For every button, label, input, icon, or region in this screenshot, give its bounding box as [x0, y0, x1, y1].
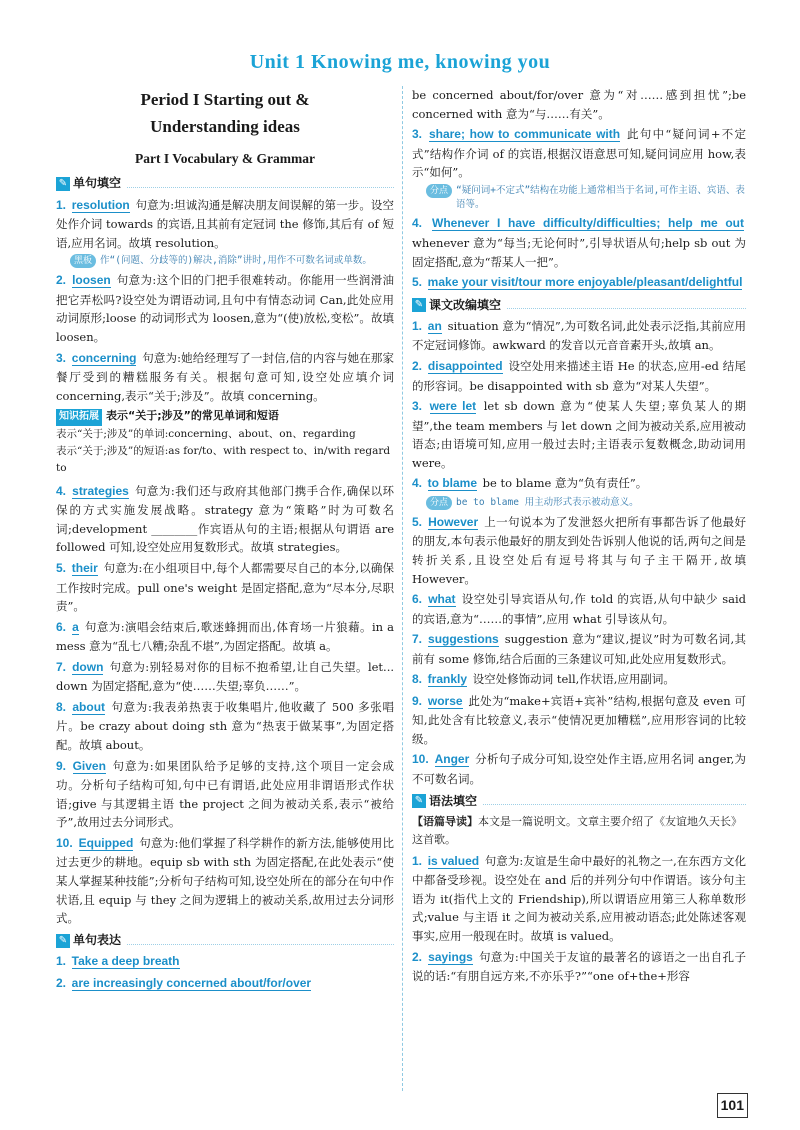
section-header-grammar-fill — [412, 792, 746, 811]
hint-tag: 分点 — [426, 184, 452, 198]
knowledge-expand: 知识拓展 表示“关于;涉及”的常见单词和短语 表示“关于;涉及”的单词:concerning、about、on、regarding 表示“关于;涉及”的短语:as for/to、with respect to、in/with regard to — [56, 407, 394, 477]
answer-text: disappointed — [427, 359, 503, 374]
answer-text: Anger — [434, 752, 470, 767]
answer-text: Take a deep breath — [71, 954, 180, 969]
right-column — [412, 86, 746, 988]
answer-item: 5. make your visit/tour more enjoyable/pleasant/delightful — [412, 275, 743, 290]
hint-note: 分点 be to blame 用主动形式表示被动意义。 — [426, 496, 746, 510]
section-title: 单句表达 — [73, 932, 122, 947]
page-number: 101 — [717, 1093, 748, 1118]
answer-text: Whenever I have difficulty/difficulties; help me out — [432, 216, 744, 231]
part-title: Part I Vocabulary & Grammar — [135, 151, 315, 167]
answer-item: 1. Take a deep breath — [56, 954, 180, 969]
answer-item: 3. concerning 句意为:她给经理写了一封信,信的内容与她在那家餐厅受到的糟糕服务有关。根据句意可知,设空处应填介词 concerning,表示“关于;涉及”。故填 concerning。 — [56, 350, 395, 403]
hint-tag: 分点 — [426, 496, 452, 510]
answer-item: 2. sayings 句意为:中国关于友谊的最著名的谚语之一出自孔子说的话:“有朋自远方来,不亦乐乎?”“one of+the+形容 — [412, 949, 747, 983]
answer-item: 6. a 句意为:演唱会结束后,歌迷蜂拥而出,体育场一片狼藉。in a mess 意为“乱七八糟;杂乱不堪”,为固定搭配。故填 a。 — [56, 619, 394, 654]
answer-item: 1. is valued 句意为:友谊是生命中最好的礼物之一,在东西方文化中都备受珍视。设空处在 and 后的并列分句中作谓语。该分句主语为 it(指代上文的 Friendship),所以谓语应用第三人称单数形式;value 与主语 it 之间为被动关系,应用被动语态;此处陈述客观事实,应用一般现在时。故填 is valued。 — [412, 853, 746, 943]
answer-item: 4. strategies 句意为:我们还与政府其他部门携手合作,确保以环保的方式实施发展战略。strategy 意为“策略”时为可数名词;development ________作宾语从句的主语;根据从句谓语 are followed 可知,设空处应用复数形式。故填 strategies。 — [56, 483, 395, 555]
answer-item: 10. Anger 分析句子成分可知,设空处作主语,应用名词 anger,为不可数名词。 — [412, 752, 746, 786]
hint-note: 分点 “疑问词+不定式”结构在功能上通常相当于名词,可作主语、宾语、表语等。 — [426, 184, 746, 212]
answer-item: 2. disappointed 设空处用来描述主语 He 的状态,应用-ed 结尾的形容词。be disappointed with sb 意为“对某人失望”。 — [412, 359, 747, 393]
answer-text: frankly — [427, 672, 468, 687]
answer-text: to blame — [427, 476, 478, 491]
pen-icon: ✎ — [56, 177, 70, 191]
dotted-rule — [483, 797, 746, 805]
answer-text: about — [72, 699, 106, 714]
answer-text: Given — [72, 758, 106, 773]
answer-item: 4. to blame be to blame 意为“负有责任”。 — [412, 476, 648, 491]
answer-item: 9. worse 此处为“make+宾语+宾补”结构,根据句意及 even 可知,此处含有比较意义,表示“使情况更加糟糕”,应用形容词的比较级。 — [412, 693, 747, 746]
answer-text: loosen — [72, 273, 111, 288]
left-column — [56, 86, 394, 995]
answer-text: an — [427, 319, 442, 334]
expand-line: 表示“关于;涉及”的短语:as for/to、with respect to、in/with regard to — [56, 445, 391, 475]
column-divider — [402, 86, 403, 1091]
answer-text: sayings — [428, 949, 473, 964]
answer-item: 7. down 句意为:别轻易对你的目标不抱希望,让自己失望。let... down 为固定搭配,意为“使……失望;辜负……”。 — [56, 659, 395, 694]
answer-text: down — [72, 659, 104, 674]
answer-item: 5. their 句意为:在小组项目中,每个人都需要尽自己的本分,以确保工作按时完成。pull one's weight 是固定搭配,意为“尽本分,尽职责”。 — [56, 561, 394, 614]
passage-guide: 【语篇导读】本文是一篇说明文。文章主要介绍了《友谊地久天长》这首歌。 — [412, 814, 742, 846]
unit-title: Unit 1 Knowing me, knowing you — [249, 51, 551, 73]
pen-icon: ✎ — [412, 794, 426, 808]
answer-item: 1. an situation 意为“情况”,为可数名词,此处表示泛指,其前应用不定冠词修饰。awkward 的发音以元音音素开头,故填 an。 — [412, 319, 746, 353]
blackboard-note: 黑板 作“(问题、分歧等的)解决,消除”讲时,用作不可数名词或单数。 — [70, 254, 394, 268]
answer-text: resolution — [71, 197, 130, 212]
section-title: 单句填空 — [73, 176, 122, 191]
section-header-text-rewrite — [412, 296, 746, 315]
answer-item: 1. resolution 句意为:坦诚沟通是解决朋友间误解的第一步。设空处作介词 towards 的宾语,且其前有定冠词 the 修饰,其后有 of 短语,应用名词。故填 resolution。 — [56, 197, 395, 250]
answer-text: were let — [429, 399, 477, 414]
answer-text: is valued — [427, 853, 480, 868]
answer-item: 8. about 句意为:我表弟热衷于收集唱片,他收藏了 500 多张唱片。be crazy about doing sth 意为“热衷于做某事”,为固定搭配。故填 about。 — [56, 699, 394, 752]
answer-item: 9. Given 句意为:如果团队给予足够的支持,这个项目一定会成功。分析句子结构可知,句中已有谓语,此处应用非谓语形式作状语;give 与其逻辑主语 the project 之间为被动关系,表示“被给予”,故用过去分词形式。 — [56, 758, 395, 830]
answer-item: 6. what 设空处引导宾语从句,作 told 的宾语,从句中缺少 said 的宾语,意为“……的事情”,应用 what 引导该从句。 — [412, 592, 746, 626]
period-title-line1: Period I Starting out & — [140, 90, 310, 109]
answer-item: 2. are increasingly concerned about/for/over — [56, 975, 312, 990]
answer-text: their — [71, 561, 98, 576]
answer-text: strategies — [72, 483, 129, 498]
answer-item: 5. However 上一句说本为了发泄怒火把所有事都告诉了他最好的朋友,本句表示他最好的朋友到处告诉别人他说的话,两句之间是转折关系,且设空处后有逗号将其与句子主干隔开,故填 However。 — [412, 514, 747, 586]
answer-item: 7. suggestions suggestion 意为“建议,提议”时为可数名词,其前有 some 修饰,结合后面的三条建议可知,此处应用复数形式。 — [412, 632, 747, 666]
answer-text: make your visit/tour more enjoyable/pleasant/delightful — [427, 275, 743, 290]
pen-icon: ✎ — [56, 934, 70, 948]
answer-item: 4. Whenever I have difficulty/difficulties; help me out whenever 意为“每当;无论何时”,引导状语从句;help sb out 为固定搭配,意为“帮某人一把”。 — [412, 216, 746, 269]
answer-text: worse — [427, 693, 463, 708]
answer-item: 3. were let let sb down 意为“使某人失望;辜负某人的期望”,the team members 与 let down 之间为被动关系,应用被动语态;由语境可知,应用一般过去时;主语表示复数概念,助动词用 were。 — [412, 399, 747, 470]
blackboard-tag: 黑板 — [70, 254, 96, 268]
dotted-rule — [127, 180, 394, 188]
answer-item: 10. Equipped 句意为:他们掌握了科学耕作的新方法,能够使用比过去更少的耕地。equip sb with sth 为固定搭配,在此处表示“使某人掌握某种技能”;分析句子结构可知,设空处所在的部分在句中作状语,且 equip 与 they 之间为逻辑上的被动关系,故用过去分词形式。 — [56, 835, 395, 926]
section-title: 语法填空 — [429, 793, 478, 808]
answer-text: concerning — [71, 350, 137, 365]
answer-text: However — [428, 514, 479, 529]
answer-text: what — [428, 592, 456, 607]
expand-tag: 知识拓展 — [56, 409, 102, 426]
answer-text: Equipped — [78, 835, 134, 850]
answer-item: 8. frankly 设空处修饰动词 tell,作状语,应用副词。 — [412, 672, 675, 687]
answer-item: 3. share; how to communicate with 此句中“疑问词+不定式”结构作介词 of 的宾语,根据汉语意思可知,疑问词应用 how,表示“如何”。 — [412, 127, 747, 180]
section-header-sentence-express — [56, 931, 394, 950]
answer-text: suggestions — [428, 632, 499, 647]
answer-item: 2. loosen 句意为:这个旧的门把手很难转动。你能用一些润滑油把它弄松吗?设空处为谓语动词,且句中有情态动词 Can,此处应用动词原形;loose 的动词形式为 loosen,意为“(使)放松,变松”。故填 loosen。 — [56, 273, 395, 345]
section-title: 课文改编填空 — [429, 297, 502, 312]
answer-continuation: be concerned about/for/over 意为“对……感到担忧”;be concerned with 意为“与……有关”。 — [412, 88, 746, 121]
answer-text: a — [72, 619, 79, 634]
expand-line: 表示“关于;涉及”的单词:concerning、about、on、regarding — [56, 427, 356, 440]
dotted-rule — [507, 301, 746, 309]
dotted-rule — [127, 937, 394, 945]
answer-text: share; how to communicate with — [428, 127, 621, 142]
period-title-line2: Understanding ideas — [150, 117, 300, 137]
answer-text: are increasingly concerned about/for/over — [71, 975, 312, 990]
section-header-single-fill — [56, 174, 394, 193]
pen-icon: ✎ — [412, 298, 426, 312]
